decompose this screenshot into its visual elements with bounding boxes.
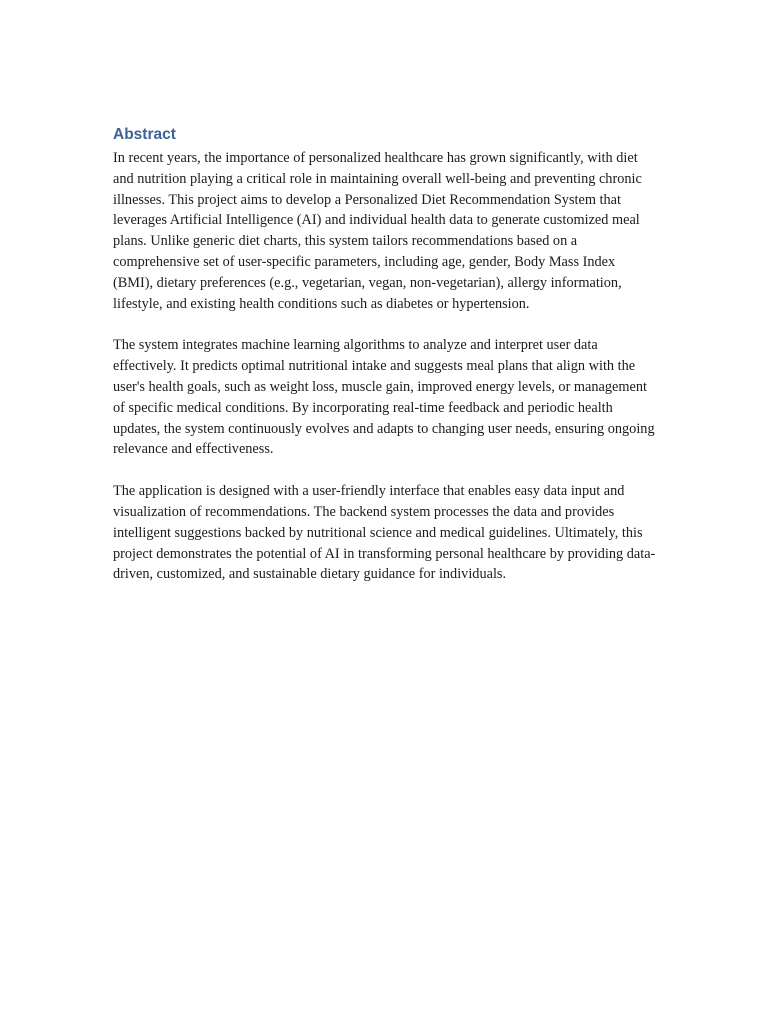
abstract-heading: Abstract: [113, 126, 176, 143]
abstract-paragraph-3: The application is designed with a user-friendly interface that enables easy data input and visualization of recommendations. The backend system processes the data and provides intelligent suggestions backed by nutritional science and medical guidelines. Ultimately, this project demonstrates the potential of AI in transforming personal healthcare by providing data-driven, customized, and sustainable dietary guidance for individuals.: [113, 483, 656, 583]
abstract-paragraph-1: In recent years, the importance of personalized healthcare has grown significantly, with diet and nutrition playing a critical role in maintaining overall well-being and preventing chronic illnesses. This project aims to develop a Personalized Diet Recommendation System that leverages Artificial Intelligence (AI) and individual health data to generate customized meal plans. Unlike generic diet charts, this system tailors recommendations based on a comprehensive set of user-specific parameters, including age, gender, Body Mass Index (BMI), dietary preferences (e.g., vegetarian, vegan, non-vegetarian), allergy information, lifestyle, and existing health conditions such as diabetes or hypertension.: [113, 150, 642, 312]
document-content: [113, 124, 658, 606]
abstract-paragraph-2: The system integrates machine learning algorithms to analyze and interpret user data effectively. It predicts optimal nutritional intake and suggests meal plans that align with the user's health goals, such as weight loss, muscle gain, improved energy levels, or management of specific medical conditions. By incorporating real-time feedback and periodic health updates, the system continuously evolves and adapts to changing user needs, ensuring ongoing relevance and effectiveness.: [113, 337, 655, 458]
